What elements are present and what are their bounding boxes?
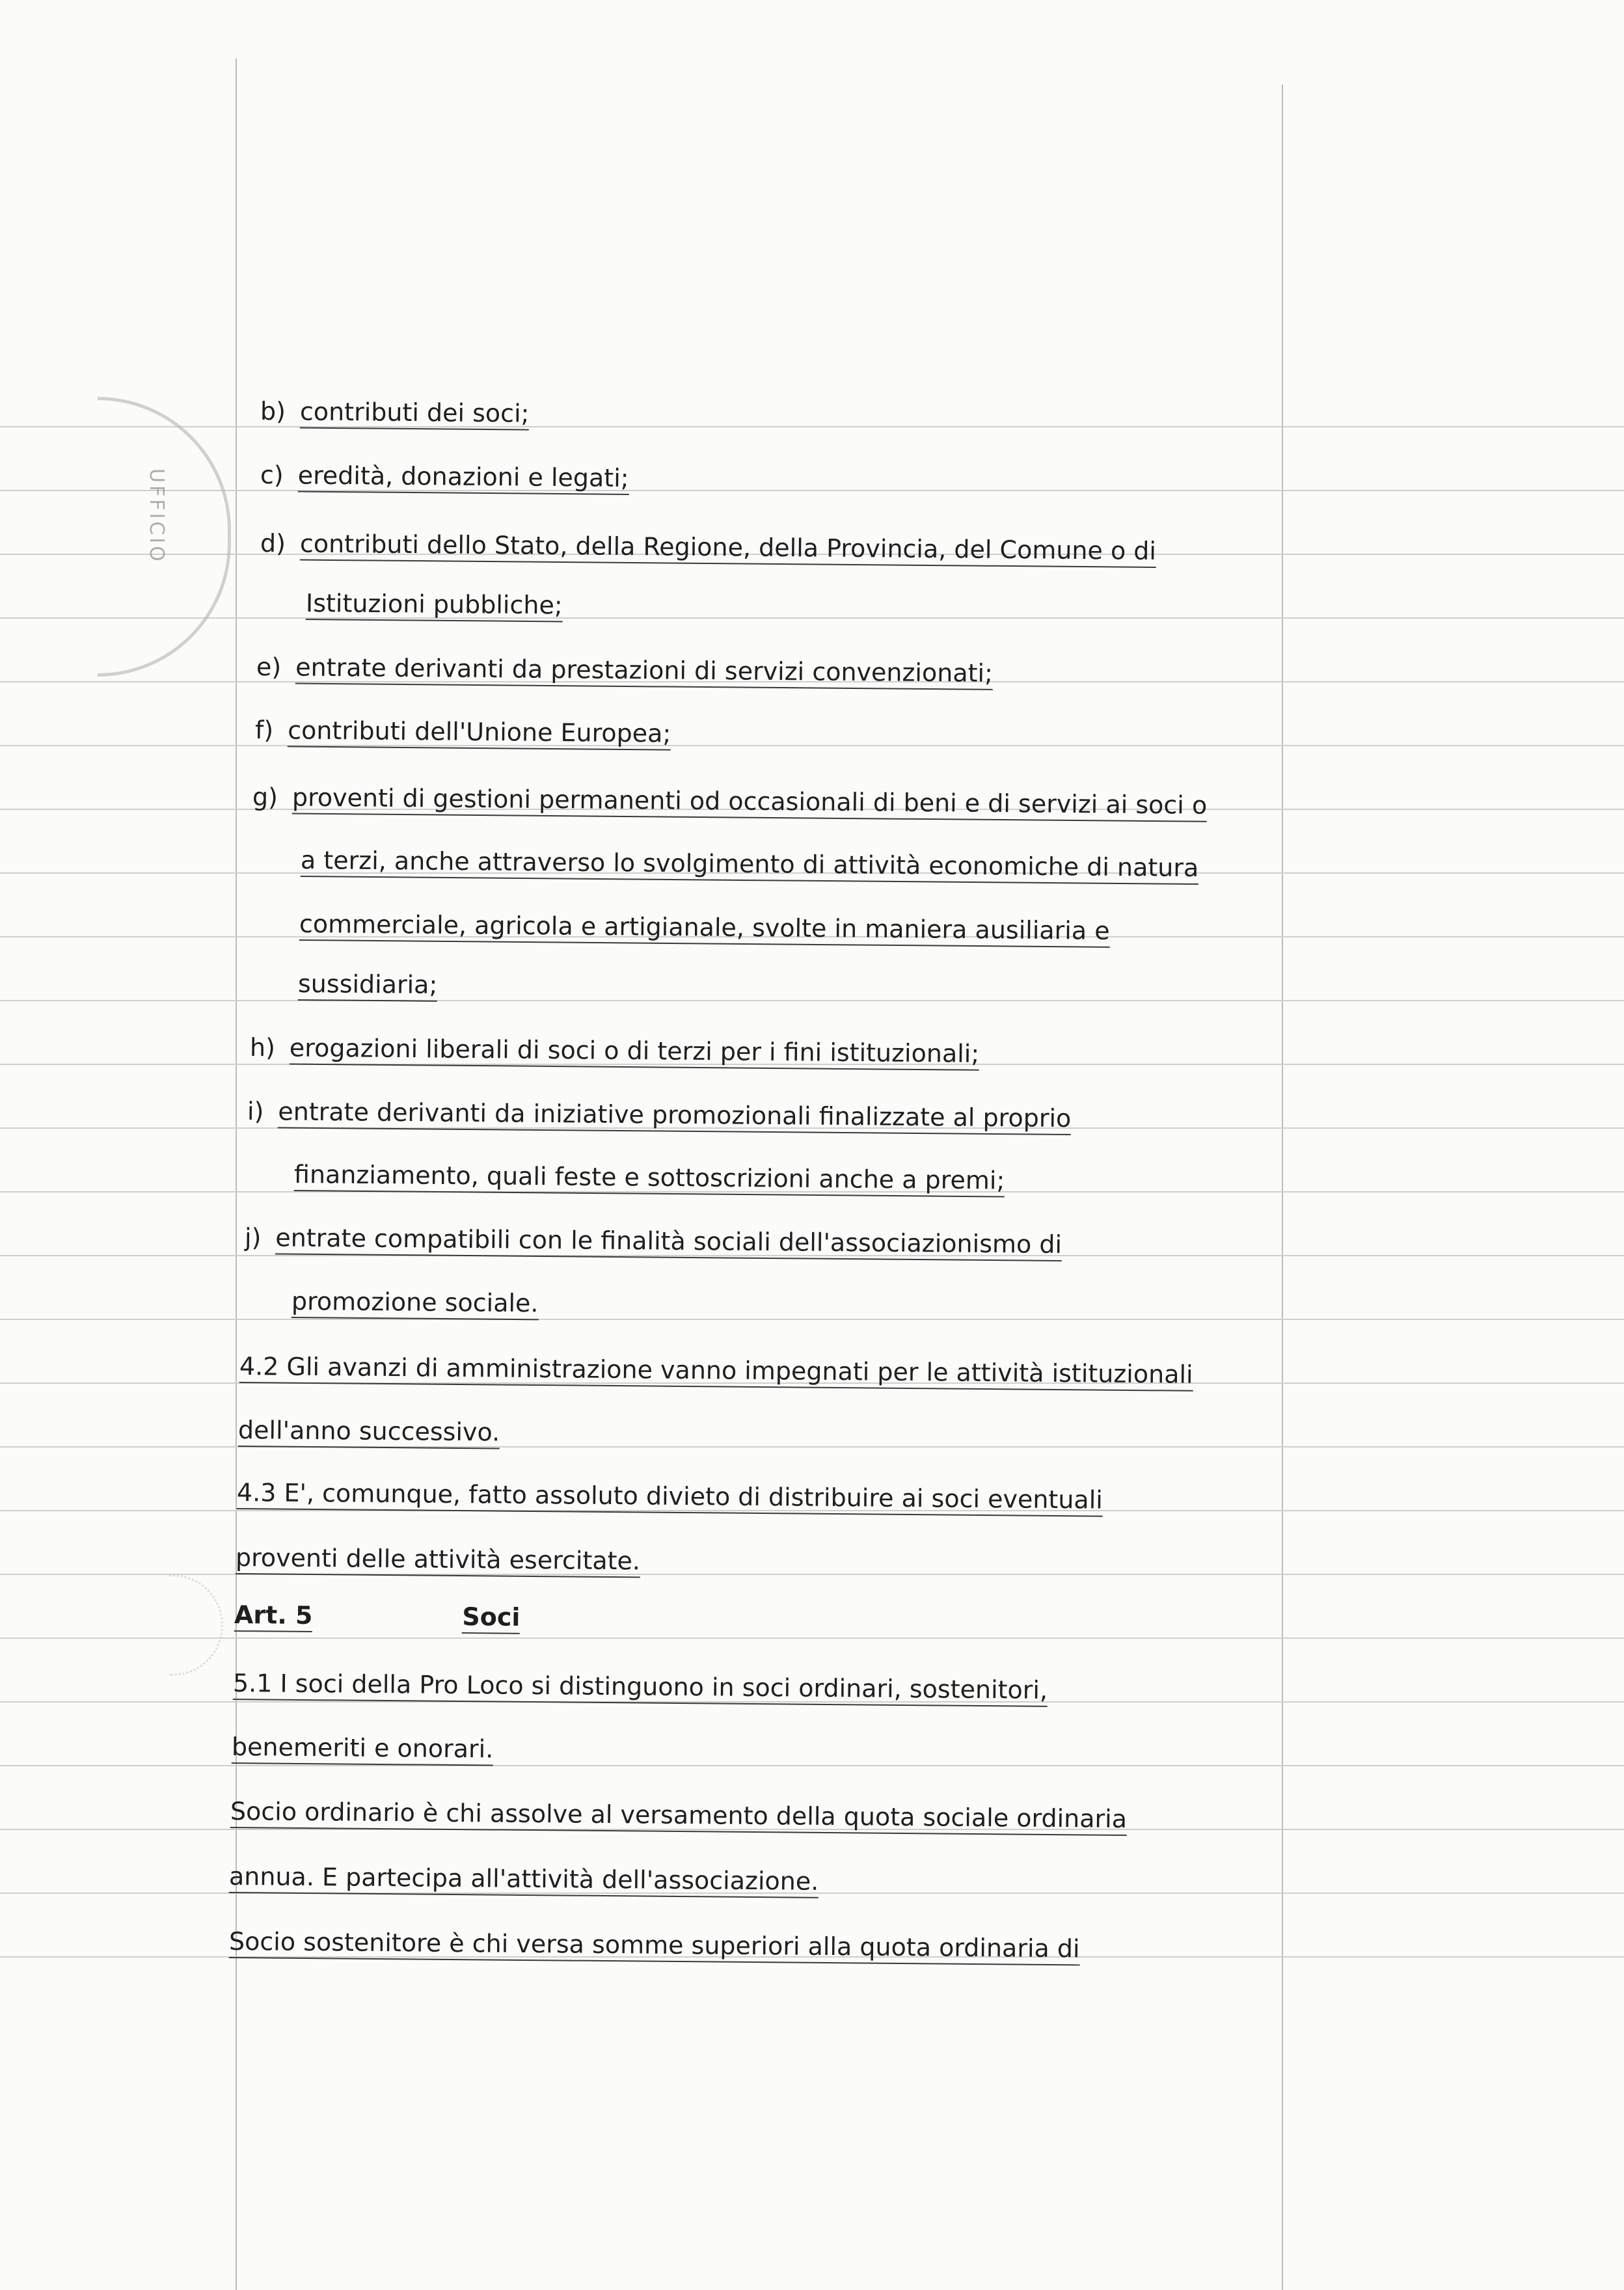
socio-ordinario-line-2: annua. E partecipa all'attività dell'associazione. xyxy=(229,1862,819,1896)
stamp-text: UFFICIO xyxy=(145,468,168,564)
right-margin-rule xyxy=(1282,85,1283,2290)
ruled-line xyxy=(0,745,1624,746)
paragraph-5-1-line-2: benemeriti e onorari. xyxy=(232,1732,494,1764)
item-h xyxy=(250,1033,980,1068)
item-text: contributi dello Stato, della Regione, della Provincia, del Comune o di xyxy=(300,530,1156,568)
article-label: Art. 5 xyxy=(234,1600,313,1632)
article-title: Soci xyxy=(462,1602,520,1634)
item-marker: h) xyxy=(249,1033,276,1062)
item-j-line-2 xyxy=(291,1287,539,1317)
item-text: entrate derivanti da iniziative promozionali finalizzate al proprio xyxy=(278,1097,1071,1135)
item-text: entrate derivanti da prestazioni di servizi convenzionati; xyxy=(295,653,993,690)
item-text: commerciale, agricola e artigianale, svolte in maniera ausiliaria e xyxy=(299,909,1110,948)
faint-stamp xyxy=(169,1574,223,1676)
item-marker: j) xyxy=(244,1223,262,1252)
item-marker: g) xyxy=(252,783,278,812)
item-i-line-1 xyxy=(247,1097,1072,1133)
ruled-line xyxy=(0,1637,1624,1639)
paragraph-4-3-line-2: proventi delle attività esercitate. xyxy=(236,1543,640,1575)
paragraph-4-3-line-1: 4.3 E', comunque, fatto assoluto divieto di distribuire ai soci eventuali xyxy=(237,1478,1103,1515)
item-text: contributi dell'Unione Europea; xyxy=(288,716,671,750)
item-b xyxy=(260,397,530,428)
item-marker: c) xyxy=(260,461,284,490)
item-c xyxy=(260,461,629,492)
item-text: erogazioni liberali di soci o di terzi per i fini istituzionali; xyxy=(290,1034,980,1071)
item-g-line-1 xyxy=(252,783,1208,820)
ruled-line xyxy=(0,426,1624,427)
article-5-heading xyxy=(234,1600,521,1632)
paragraph-4-2-line-2: dell'anno successivo. xyxy=(238,1416,500,1447)
item-text: contributi dei soci; xyxy=(300,397,530,431)
item-d-line-1 xyxy=(260,529,1249,566)
item-text: a terzi, anche attraverso lo svolgimento di attività economiche di natura xyxy=(301,846,1199,885)
item-g-line-3 xyxy=(299,909,1110,945)
item-text: Istituzioni pubbliche; xyxy=(306,589,563,622)
paragraph-4-2-line-1: 4.2 Gli avanzi di amministrazione vanno impegnati per le attività istituzionali xyxy=(239,1352,1193,1389)
item-marker: d) xyxy=(260,529,286,558)
item-e xyxy=(256,653,993,688)
socio-sostenitore-line-1: Socio sostenitore è chi versa somme superiori alla quota ordinaria di xyxy=(229,1927,1080,1963)
item-marker: b) xyxy=(260,397,286,426)
item-text: finanziamento, quali feste e sottoscrizioni anche a premi; xyxy=(294,1160,1005,1198)
item-j-line-1 xyxy=(245,1223,1062,1259)
ruled-line xyxy=(0,490,1624,491)
socio-ordinario-line-1: Socio ordinario è chi assolve al versamento della quota sociale ordinaria xyxy=(230,1797,1127,1833)
item-text: entrate compatibili con le finalità sociali dell'associazionismo di xyxy=(275,1223,1062,1261)
item-text: sussidiaria; xyxy=(298,969,438,1002)
item-marker: e) xyxy=(256,653,282,682)
ruled-line xyxy=(0,617,1624,619)
item-text: promozione sociale. xyxy=(291,1287,539,1320)
item-g-line-4 xyxy=(298,969,438,999)
item-text: eredità, donazioni e legati; xyxy=(297,461,629,495)
item-marker: f) xyxy=(254,716,274,745)
ruled-line xyxy=(0,1000,1624,1001)
item-g-line-2 xyxy=(301,846,1199,882)
item-text: proventi di gestioni permanenti od occasionali di beni e di servizi ai soci o xyxy=(292,783,1208,822)
ruled-line xyxy=(0,1319,1624,1320)
item-i-line-2 xyxy=(294,1160,1005,1195)
item-marker: i) xyxy=(247,1097,264,1126)
item-f xyxy=(255,716,671,748)
ruled-line xyxy=(0,1765,1624,1766)
paragraph-5-1-line-1: 5.1 I soci della Pro Loco si distinguono in soci ordinari, sostenitori, xyxy=(233,1669,1048,1704)
item-d-line-2 xyxy=(306,589,563,619)
